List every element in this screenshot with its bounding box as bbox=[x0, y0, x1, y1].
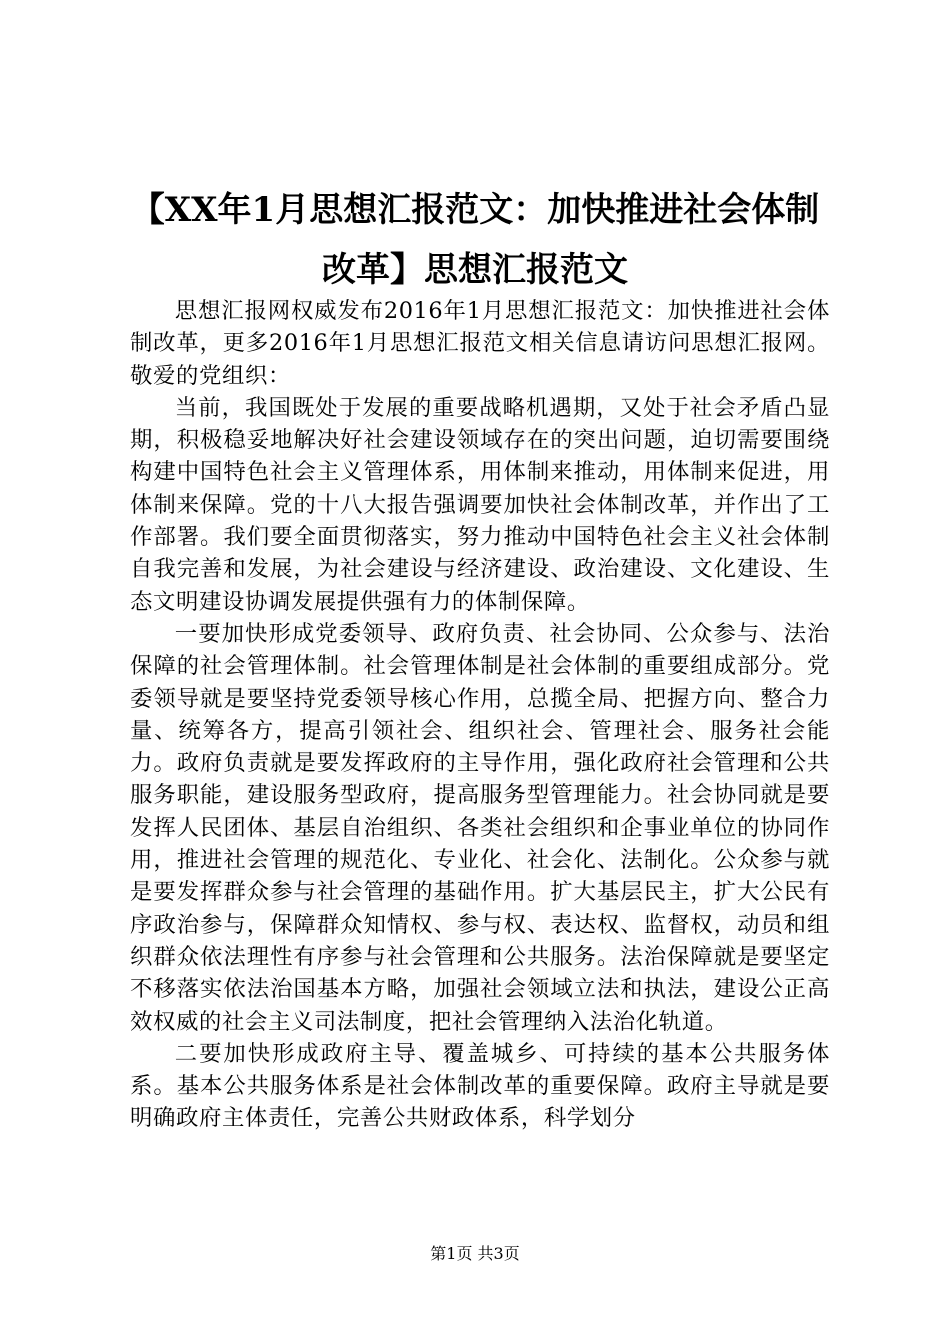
paragraph-point-two: 二要加快形成政府主导、覆盖城乡、可持续的基本公共服务体系。基本公共服务体系是社会体制改革的重要保障。政府主导就是要明确政府主体责任，完善公共财政体系，科学划分 bbox=[130, 1040, 830, 1132]
document-body bbox=[130, 295, 830, 1135]
document-title: 【XX年1月思想汇报范文：加快推进社会体制改革】思想汇报范文 bbox=[130, 190, 820, 290]
page-footer: 第1页 共3页 bbox=[430, 1244, 520, 1263]
paragraph-intro: 思想汇报网权威发布2016年1月思想汇报范文：加快推进社会体制改革，更多2016年1月思想汇报范文相关信息请访问思想汇报网。敬爱的党组织： bbox=[130, 298, 830, 389]
paragraph-point-one: 一要加快形成党委领导、政府负责、社会协同、公众参与、法治保障的社会管理体制。社会管理体制是社会体制的重要组成部分。党委领导就是要坚持党委领导核心作用，总揽全局、把握方向、整合力量、统筹各方，提高引领社会、组织社会、管理社会、服务社会能力。政府负责就是要发挥政府的主导作用，强化政府社会管理和公共服务职能，建设服务型政府，提高服务型管理能力。社会协同就是要发挥人民团体、基层自治组织、各类社会组织和企事业单位的协同作用，推进社会管理的规范化、专业化、社会化、法制化。公众参与就是要发挥群众参与社会管理的基础作用。扩大基层民主，扩大公民有序政治参与，保障群众知情权、参与权、表达权、监督权，动员和组织群众依法理性有序参与社会管理和公共服务。法治保障就是要坚定不移落实依法治国基本方略，加强社会领域立法和执法，建设公正高效权威的社会主义司法制度，把社会管理纳入法治化轨道。 bbox=[130, 620, 830, 1035]
paragraph-current-situation: 当前，我国既处于发展的重要战略机遇期，又处于社会矛盾凸显期，积极稳妥地解决好社会建设领域存在的突出问题，迫切需要围绕构建中国特色社会主义管理体系，用体制来推动，用体制来促进，用体制来保障。党的十八大报告强调要加快社会体制改革，并作出了工作部署。我们要全面贯彻落实，努力推动中国特色社会主义社会体制自我完善和发展，为社会建设与经济建设、政治建设、文化建设、生态文明建设协调发展提供强有力的体制保障。 bbox=[130, 394, 830, 615]
